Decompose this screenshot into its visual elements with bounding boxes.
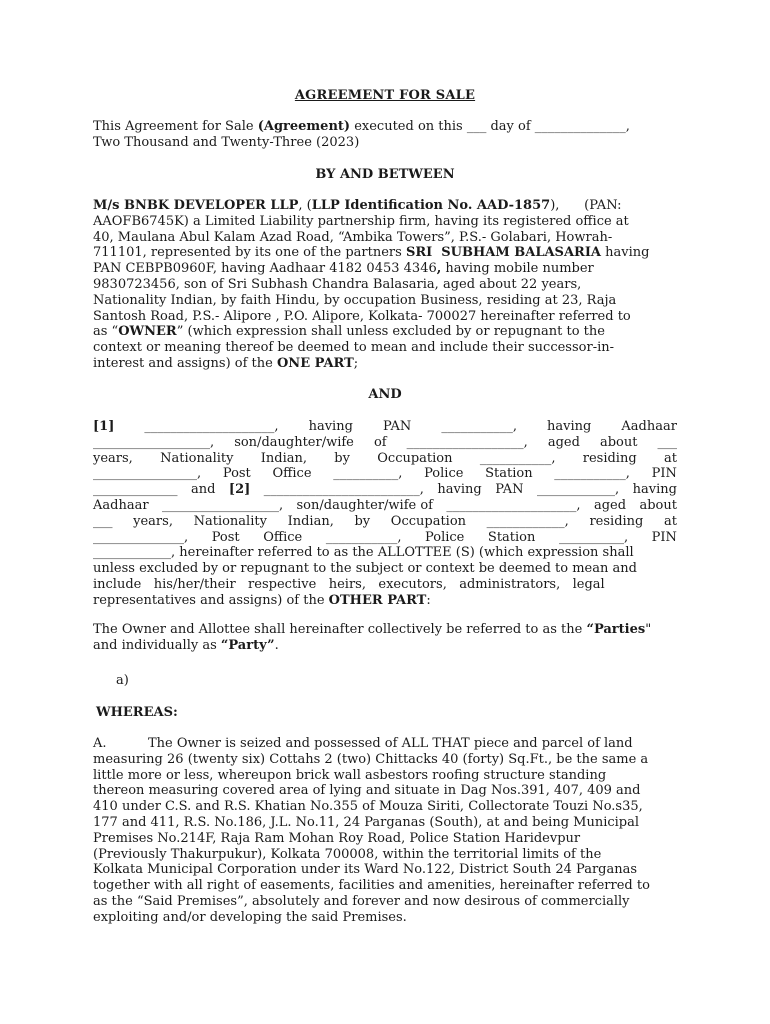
allottee-line: Aadhaar __________________, son/daughter/wife of ____________________, aged about (93, 497, 677, 513)
allottee-line: years, Nationality Indian, by Occupation ___________, residing at (93, 450, 677, 466)
whereas-heading: WHEREAS: (96, 705, 178, 720)
allottee-line: ______________, Post Office ___________, Police Station __________, PIN (93, 529, 677, 545)
allottee-line: _____________ and [2] ________________________, having PAN ____________, having (93, 482, 677, 498)
allottee-line: [1] ____________________, having PAN ___________, having Aadhaar (93, 419, 677, 434)
document-title: AGREEMENT FOR SALE (294, 88, 476, 103)
owner-paragraph: M/s BNBK DEVELOPER LLP, (LLP Identification No. AAD-1857), (PAN: AAOFB6745K) a Limited Liability partnership firm, having its registered office at 40, Maulana Abul Kalam Azad Road, “Ambika Towers”, P.S.- Golabari, Howrah- 711101, represented by its one of the partners SRI SUBHAM BALASARIA having PAN CEBPB0960F, having Aadhaar 4182 0453 4346, having mobile number 9830723456, son of Sri Subhash Chandra Balasaria, aged about 22 years, Nationality Indian, by faith Hindu, by occupation Business, residing at 23, Raja Santosh Road, P.S.- Alipore , P.O. Alipore, Kolkata- 700027 hereinafter referred to as “OWNER” (which expression shall unless excluded by or repugnant to the context or meaning thereof be deemed to mean and include their successor-in- interest and assigns) of the ONE PART; (93, 198, 650, 371)
recital-a-paragraph: A. The Owner is seized and possessed of ALL THAT piece and parcel of land measuring 26 (twenty six) Cottahs 2 (two) Chittacks 40 (forty) Sq.Ft., be the same a little more or less, whereupon brick wall asbestors roofing structure standing thereon measuring covered area of lying and situate in Dag Nos.391, 407, 409 and 410 under C.S. and R.S. Khatian No.355 of Mouza Siriti, Collectorate Touzi No.s35, 177 and 411, R.S. No.186, J.L. No.11, 24 Parganas (South), at and being Municipal Premises No.214F, Raja Ram Mohan Roy Road, Police Station Haridevpur (Previously Thakurpukur), Kolkata 700008, within the territorial limits of the Kolkata Municipal Corporation under its Ward No.122, District South 24 Parganas together with all right of easements, facilities and amenities, hereinafter referred to as the “Said Premises”, absolutely and forever and now desirous of commercially exploiting and/or developing the said Premises. (93, 736, 650, 925)
intro-paragraph: This Agreement for Sale (Agreement) executed on this ___ day of ______________, Two Thousand and Twenty-Three (2023) (93, 119, 630, 150)
owner-firm-name: M/s BNBK DEVELOPER LLP (93, 198, 299, 213)
other-part-label: OTHER PART (328, 592, 427, 608)
allottee-paragraph: [1] ____________________, having PAN ___________, having Aadhaar __________________, son/daughter/wife of __________________, aged about ___ years, Nationality Indian, by Occupation ___________, residing at ________________, Post Office __________, Police Station ___________, PIN _____________ and [2] ________________________, having PAN ____________, having Aadhaar __________________, son/daughter/wife of ____________________, aged about ___ years, Nationality Indian, by Occupation ____________, residing at ______________, Post Office ___________, Police Station __________, PIN ____________, hereinafter referred to as the ALLOTTEE (S) (which expression shall unless excluded by or repugnant to the subject or context be deemed to mean and include his/her/their respective heirs, executors, administrators, legal representatives and assigns) of the OTHER PART: (93, 419, 677, 608)
allottee-line: ________________, Post Office __________, Police Station ___________, PIN (93, 466, 677, 482)
llp-identification: LLP Identification No. AAD-1857 (311, 198, 551, 213)
owner-label: OWNER (118, 324, 177, 340)
and-heading: AND (368, 387, 402, 402)
allottee-line: __________________, son/daughter/wife of __________________, aged about ___ (93, 434, 677, 450)
partner-name: SRI SUBHAM BALASARIA (405, 245, 602, 261)
one-part-label: ONE PART (276, 355, 354, 371)
by-and-between-heading: BY AND BETWEEN (315, 167, 455, 182)
list-marker: a) (116, 673, 129, 688)
allottee-line: ___ years, Nationality Indian, by Occupation ____________, residing at (93, 513, 677, 529)
parties-paragraph: The Owner and Allottee shall hereinafter collectively be referred to as the “Parties" and individually as “Party”. (93, 622, 652, 653)
